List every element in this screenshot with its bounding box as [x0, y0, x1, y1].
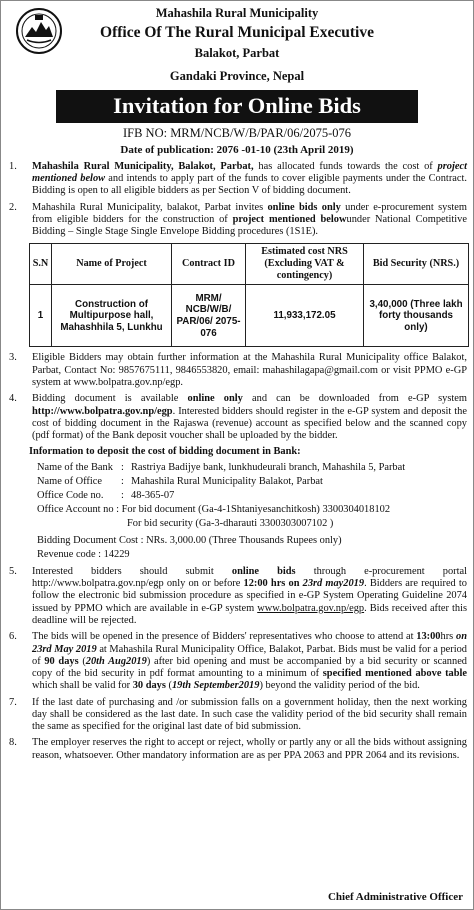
- office-name-row: Name of Office : Mahashila Rural Municipality Balakot, Parbat: [37, 475, 467, 489]
- clause-number: 5.: [9, 565, 17, 577]
- table-row: [30, 285, 469, 347]
- notice-banner: Invitation for Online Bids: [56, 90, 418, 124]
- office-code-label: Office Code no.: [37, 489, 104, 501]
- office-name: Office Of The Rural Municipal Executive: [100, 23, 374, 41]
- clause-text: Interested bidders should submit online bids through e-procurement portal http://www.bolpatra.gov.np/egp only on or before 12:00 hrs on 23rd may2019. Bidders are required to follow the electronic bid submission procedure as specified in e-GP System Operating Guideline 2074 issued by PPMO which are available in e-GP system www.bolpatra.gov.np/egp. Bids received after this deadline will be rejected.: [32, 565, 467, 626]
- province-name: Gandaki Province, Nepal: [169, 68, 305, 83]
- col-project: Name of Project: [52, 244, 172, 285]
- clause-6: [7, 631, 467, 692]
- clause-number: 4.: [9, 393, 17, 405]
- letterhead: [7, 6, 467, 84]
- cell-project: Construction of Multipurpose hall, Mahashhila 5, Lunkhu: [52, 285, 172, 347]
- project-table: [29, 243, 469, 347]
- office-code-row: Office Code no. : 48-365-07: [37, 489, 467, 503]
- clause-7: [7, 697, 467, 734]
- cell-bid-security: 3,40,000 (Three lakh forty thousands only): [364, 285, 469, 347]
- clause-text: The bids will be opened in the presence of Bidders' representatives who choose to attend at 13:00hrs on 23rd May 2019 at Mahashila Rural Municipality Office, Balakot, Parbat. Bids must be valid for a period of 90 days (20th Aug2019) after bid opening and must be accompanied by a bid security or scanned copy of the bid security in pdf format amounting to a minimum of specified mentioned above table which shall be valid for 30 days (19th September2019) beyond the validity period of the bid.: [32, 631, 468, 692]
- office-name-label: Name of Office: [37, 475, 103, 487]
- cell-sn: 1: [30, 285, 52, 347]
- signature-title: Chief Administrative Officer: [327, 891, 463, 904]
- municipality-name: Mahashila Rural Municipality: [155, 6, 319, 20]
- clause-number: 7.: [9, 696, 17, 708]
- revenue-code: Revenue code : 14229: [37, 548, 130, 560]
- clause-text: Mahashila Rural Municipality, balakot, Parbat invites online bids only under e-procurement system from eligible bidders for the construction of project mentioned belowunder National Competitive Bidding – Single Stage Single Envelope Bidding procedures (1S1E).: [32, 201, 467, 238]
- clause-number: 6.: [9, 631, 17, 643]
- clause-text: The employer reserves the right to accept or reject, wholly or partly any or all the bids without assigning reason, whatsoever. Other mandatory information are as per PPA 2063 and PPR 2064 and its revisions.: [32, 737, 467, 761]
- clause-1: [7, 161, 467, 198]
- municipality-emblem-icon: [15, 7, 63, 55]
- clause-number: 2.: [9, 201, 17, 213]
- cell-contract-id: MRM/ NCB/W/B/ PAR/06/ 2075-076: [172, 285, 246, 347]
- office-name-value: Mahashila Rural Municipality Balakot, Parbat: [131, 475, 323, 487]
- clause-4: [7, 393, 467, 442]
- office-code-value: 48-365-07: [131, 489, 175, 501]
- office-location: Balakot, Parbat: [194, 46, 280, 61]
- bank-name-label: Name of the Bank: [37, 461, 113, 473]
- col-estimated-cost: Estimated cost NRS (Excluding VAT & contingency): [246, 244, 364, 285]
- document-cost: Bidding Document Cost : NRs. 3,000.00 (Three Thousands Rupees only): [37, 534, 342, 546]
- clause-number: 3.: [9, 352, 17, 364]
- publication-date: Date of publication: 2076 -01-10 (23th April 2019): [120, 143, 354, 156]
- bank-name-value: Rastriya Badijye bank, lunkhudeurali branch, Mahashila 5, Parbat: [131, 461, 406, 473]
- ifb-number: IFB NO: MRM/NCB/W/B/PAR/06/2075-076: [122, 126, 352, 141]
- account-line-document: Office Account no : For bid document (Ga-4-1Shtaniyesanchitkosh) 3300304018102: [37, 503, 391, 515]
- clause-5: [7, 566, 467, 627]
- clause-text: Eligible Bidders may obtain further information at the Mahashila Rural Municipality office Balakot, Parbat, Contact No: 9857675111, 9846553820, email: mahashilagapa@gmail.com or visit PPMO e-GP system at www.bolpatra.gov.np/egp.: [32, 352, 467, 389]
- clause-8: [7, 737, 467, 762]
- bank-info-title: Information to deposit the cost of bidding document in Bank:: [29, 446, 301, 458]
- clause-text: Mahashila Rural Municipality, Balakot, Parbat, has allocated funds towards the cost of project mentioned below and intends to apply part of the funds to cover eligible payments under the Contract. Bidding is open to all eligible bidders as per Section V of bidding document.: [32, 160, 467, 197]
- clause-2: [7, 202, 467, 239]
- clause-number: 1.: [9, 160, 17, 172]
- table-header-row: [30, 244, 469, 285]
- clause-number: 8.: [9, 737, 17, 749]
- egp-link[interactable]: www.bolpatra.gov.np/egp: [257, 602, 365, 614]
- col-bid-security: Bid Security (NRS.): [364, 244, 469, 285]
- cell-estimated-cost: 11,933,172.05: [246, 285, 364, 347]
- col-contract-id: Contract ID: [172, 244, 246, 285]
- clause-3: [7, 352, 467, 389]
- clause-text: If the last date of purchasing and /or submission falls on a government holiday, then the next working day shall be considered as the last date. In such case the validity period of the bid security shall remain the same as specified for the original last date of bid submission.: [32, 696, 467, 733]
- account-line-security: For bid security (Ga-3-dharauti 3300303007102 ): [127, 517, 334, 529]
- clause-text: Bidding document is available online only and can be downloaded from e-GP system http://www.bolpatra.gov.np/egp. Interested bidders should register in the e-GP system and deposit the cost of bidding document in the Rajaswa (revenue) account as specified below and the scanned copy (pdf format) of the Bank deposit voucher shall be uploaded by the bidder.: [32, 393, 468, 442]
- bank-name-row: Name of the Bank : Rastriya Badijye bank, lunkhudeurali branch, Mahashila 5, Parbat: [37, 461, 467, 475]
- col-sn: S.N: [30, 244, 52, 285]
